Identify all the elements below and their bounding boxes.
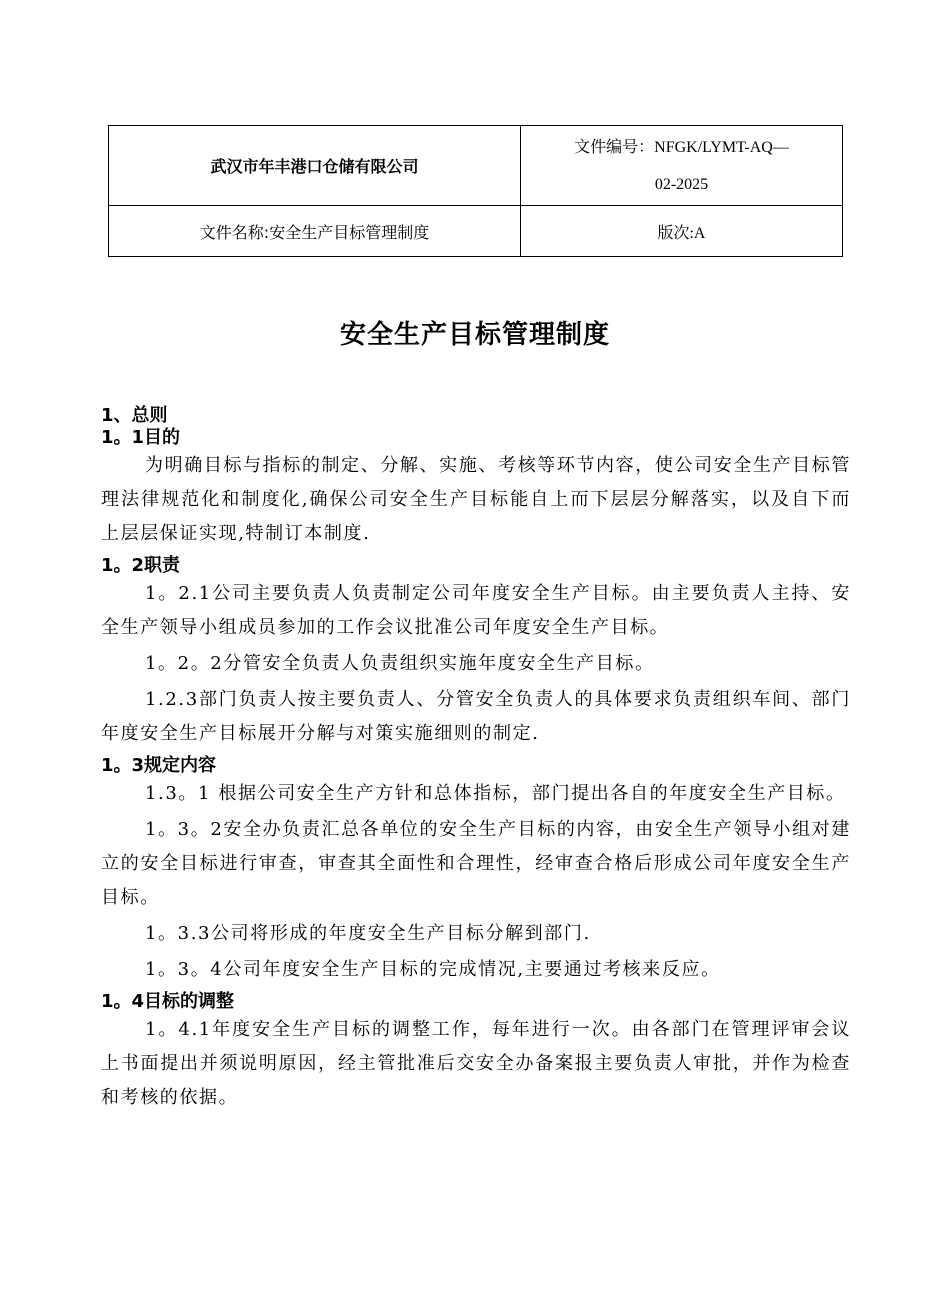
paragraph-provision-3: 1。3.3公司将形成的年度安全生产目标分解到部门. bbox=[145, 923, 591, 944]
section-heading-provisions: 1。3规定内容 bbox=[101, 755, 217, 776]
document-body bbox=[101, 405, 851, 1115]
paragraph-responsibility-1: 1。2.1公司主要负责人负责制定公司年度安全生产目标。由主要负责人主持、安全生产领导小组成员参加的工作会议批准公司年度安全生产目标。 bbox=[101, 583, 851, 638]
paragraph-adjustment-1: 1。4.1年度安全生产目标的调整工作，每年进行一次。由各部门在管理评审会议上书面提出并须说明原因，经主管批准后交安全办备案报主要负责人审批，并作为检查和考核的依据。 bbox=[101, 1019, 851, 1108]
paragraph-provision-4: 1。3。4公司年度安全生产目标的完成情况,主要通过考核来反应。 bbox=[145, 959, 721, 980]
section-heading-purpose: 1。1目的 bbox=[101, 427, 181, 448]
company-name-cell bbox=[109, 126, 521, 206]
company-name: 武汉市年丰港口仓储有限公司 bbox=[210, 157, 419, 176]
document-version: 版次:A bbox=[657, 224, 706, 242]
document-number-line1: 文件编号：NFGK/LYMT-AQ— bbox=[574, 138, 789, 156]
document-name: 文件名称:安全生产目标管理制度 bbox=[199, 222, 430, 242]
section-heading-general: 1、总则 bbox=[101, 405, 168, 426]
section-heading-adjustment: 1。4目标的调整 bbox=[101, 991, 235, 1012]
section-heading-responsibilities: 1。2职责 bbox=[101, 555, 181, 576]
paragraph-provision-2: 1。3。2安全办负责汇总各单位的安全生产目标的内容，由安全生产领导小组对建立的安全目标进行审查，审查其全面性和合理性，经审查合格后形成公司年度安全生产目标。 bbox=[101, 819, 851, 908]
paragraph-provision-1: 1.3。1 根据公司安全生产方针和总体指标，部门提出各自的年度安全生产目标。 bbox=[145, 783, 846, 804]
version-cell bbox=[521, 206, 843, 257]
document-title: 安全生产目标管理制度 bbox=[339, 320, 610, 350]
document-number-line2: 02-2025 bbox=[654, 175, 709, 193]
paragraph-purpose: 为明确目标与指标的制定、分解、实施、考核等环节内容，使公司安全生产目标管理法律规范化和制度化,确保公司安全生产目标能自上而下层层分解落实，以及自下而上层层保证实现,特制订本制度. bbox=[101, 455, 851, 544]
document-header-table bbox=[108, 125, 843, 257]
paragraph-responsibility-3: 1.2.3部门负责人按主要负责人、分管安全负责人的具体要求负责组织车间、部门年度安全生产目标展开分解与对策实施细则的制定. bbox=[101, 689, 851, 744]
document-name-cell bbox=[109, 206, 521, 257]
document-number-cell bbox=[521, 126, 843, 206]
paragraph-responsibility-2: 1。2。2分管安全负责人负责组织实施年度安全生产目标。 bbox=[145, 653, 655, 674]
